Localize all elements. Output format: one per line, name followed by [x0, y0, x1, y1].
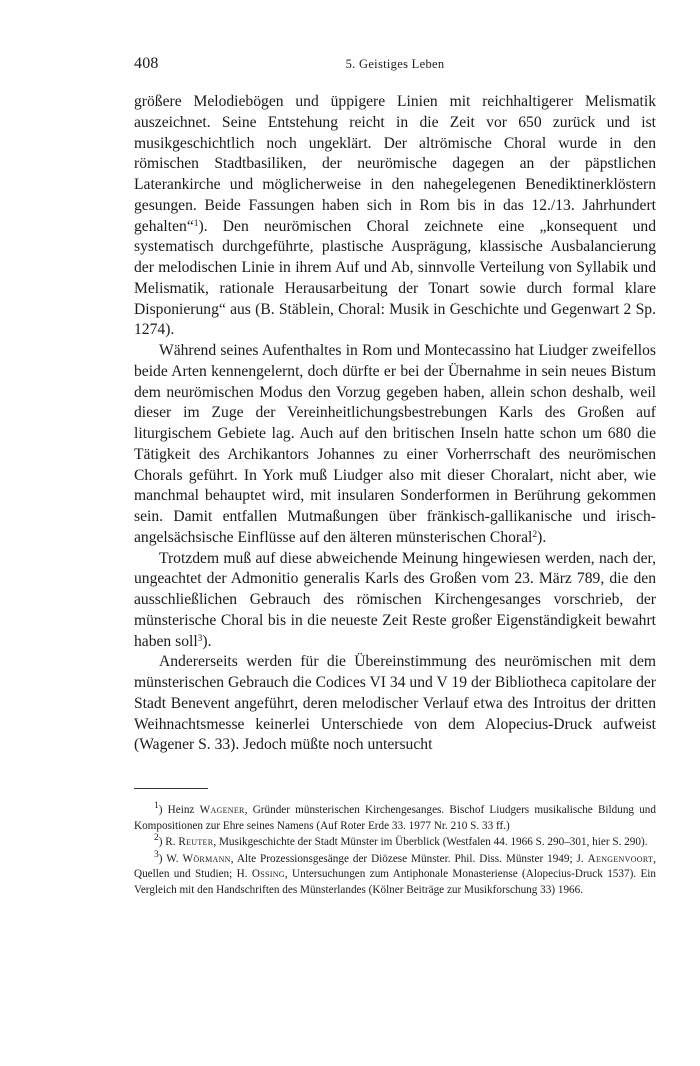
author-name: Wagener — [199, 804, 245, 816]
paragraph-2 — [134, 341, 656, 549]
paragraph-1 — [134, 92, 656, 341]
author-name: Aengenvoort — [587, 852, 654, 865]
footnote-3: $^3$) W. Wörmann, Alte Prozessionsgesänge der Diözese Münster. Phil. Diss. Münster 1949; J. Aengenvoort, Quellen und Studien; H. Ossing, Untersuchungen zum Antiphonale Monasteriense (Alopecius-Druck 1537). Ein Vergleich mit den Handschriften des Münsterlandes (Kölner Beiträge zur Musikforschung 33) 1966. — [134, 849, 656, 896]
footnote-text: Heinz — [167, 804, 200, 816]
paragraph-text: ). — [202, 632, 212, 650]
footnote-mark: 3 — [154, 849, 159, 860]
paragraph-3 — [134, 549, 656, 653]
page-header — [134, 55, 656, 79]
footnote-ref-1: 1 — [193, 218, 199, 229]
paragraph-text: Trotzdem muß auf diese abweichende Meinung hingewiesen werden, nach der, ungeachtet der Admonitio generalis Karls des Großen vom 23. März 789, die den ausschließlichen Gebrauch des römischen Kirchengesanges vorschrieb, der münsterische Choral bis in die neueste Zeit Reste großer Eigenständigkeit bewahrt haben soll — [134, 549, 656, 650]
paragraph-text: Andererseits werden für die Übereinstimmung des neurömischen mit dem münsterischen Gebrauch die Codices VI 34 und V 19 der Bibliotheca capitolare der Stadt Benevent angeführt, deren melodischer Verlauf etwa des Introitus der dritten Weihnachtsmesse keinerlei Unterschiede von dem Alopecius-Druck aufweist (Wagener S. 33). Jedoch müßte noch untersucht — [134, 653, 656, 754]
footnote-text: R. — [165, 836, 179, 848]
footnotes — [134, 803, 656, 899]
page-number: 408 — [134, 55, 159, 72]
footnote-ref-3: 3 — [197, 633, 203, 644]
footnote-text: , Alte Prozessionsgesänge der Diözese Münster. Phil. Diss. Münster 1949; J. — [230, 852, 588, 865]
running-title: 5. Geistiges Leben — [345, 57, 445, 71]
author-name: Reuter — [178, 836, 214, 848]
paragraph-4 — [134, 652, 656, 756]
footnote-text: , Gründer münsterischen Kirchengesanges. Bischof Liudgers musikalische Bildung und Kompositionen zur Ehre seines Namens (Auf Roter Erde 33. 1977 Nr. 210 S. 33 ff.) — [134, 804, 656, 832]
paragraph-text: ). Den neurömischen Choral zeichnete eine „konsequent und systematisch durchgeführte, plastische Ausprägung, klassische Ausbalancierung der melodischen Linie in ihrem Auf und Ab, sinnvolle Verteilung von Syllabik und Melismatik, rationale Herausarbeitung der Tonart sowie durch formal klare Disponierung“ aus (B. Stäblein, Choral: Musik in Geschichte und Gegenwart 2 Sp. 1274). — [134, 217, 656, 339]
footnote-2: $^2$) R. Reuter, Musikgeschichte der Stadt Münster im Überblick (Westfalen 44. 1966 S. 290–301, hier S. 290). — [154, 833, 648, 848]
footnote-ref-2: 2 — [532, 529, 538, 540]
footnote-text: W. — [166, 852, 183, 865]
author-name: Wörmann — [182, 852, 231, 865]
footnote-mark: 1 — [154, 801, 159, 811]
footnote-text: , Quellen und Studien; H. — [134, 852, 656, 880]
footnote-mark: 2 — [154, 833, 159, 843]
paragraph-text: größere Melodiebögen und üppigere Linien mit reichhaltigerer Melismatik auszeichnet. Seine Entstehung reicht in die Zeit vor 650 zurück und ist musikgeschichtlich noch ungeklärt. Der altrömische Choral wurde in den römischen Stadtbasiliken, der neurömische dagegen an der päpstlichen Laterankirche und möglicherweise in den nahegelegenen Benediktinerklöstern gesungen. Beide Fassungen haben sich in Rom bis in das 12./13. Jahrhundert gehalten“ — [134, 93, 656, 235]
main-text — [134, 92, 656, 756]
footnote-text: , Musikgeschichte der Stadt Münster im Überblick (Westfalen 44. 1966 S. 290–301, hier S. 290). — [213, 836, 648, 848]
paragraph-text: ). — [537, 528, 547, 546]
paragraph-text: Während seines Aufenthaltes in Rom und Montecassino hat Liudger zweifellos beide Arten kennengelernt, doch dürfte er bei der Übernahme in sein neues Bistum dem neurömischen Modus den Vorzug gegeben haben, allein schon deshalb, weil dieser im Zuge der Vereinheitlichungsbestrebungen Karls des Großen auf liturgischem Gebiete lag. Auch auf den britischen Inseln hatte schon um 680 die Tätigkeit des Archikantors Johannes zu einer Vorherrschaft des neurömischen Chorals geführt. In York muß Liudger also mit dieser Choralart, nicht aber, wie manchmal behauptet wird, mit insularen Sonderformen in Berührung gekommen sein. Damit entfallen Mutmaßungen über fränkisch-gallikanische und irisch-angelsächsische Einflüsse auf den älteren münsterischen Choral — [134, 342, 656, 546]
footnote-separator — [134, 788, 208, 789]
footnote-text: , Untersuchungen zum Antiphonale Monasteriense (Alopecius-Druck 1537). Ein Vergleich mit den Handschriften des Münsterlandes (Kölner Beiträge zur Musikforschung 33) 1966. — [134, 868, 656, 896]
author-name: Ossing — [251, 868, 285, 880]
footnote-1: $^1$) Heinz Wagener, Gründer münsterischen Kirchengesanges. Bischof Liudgers musikalische Bildung und Kompositionen zur Ehre seines Namens (Auf Roter Erde 33. 1977 Nr. 210 S. 33 ff.) — [134, 801, 656, 832]
